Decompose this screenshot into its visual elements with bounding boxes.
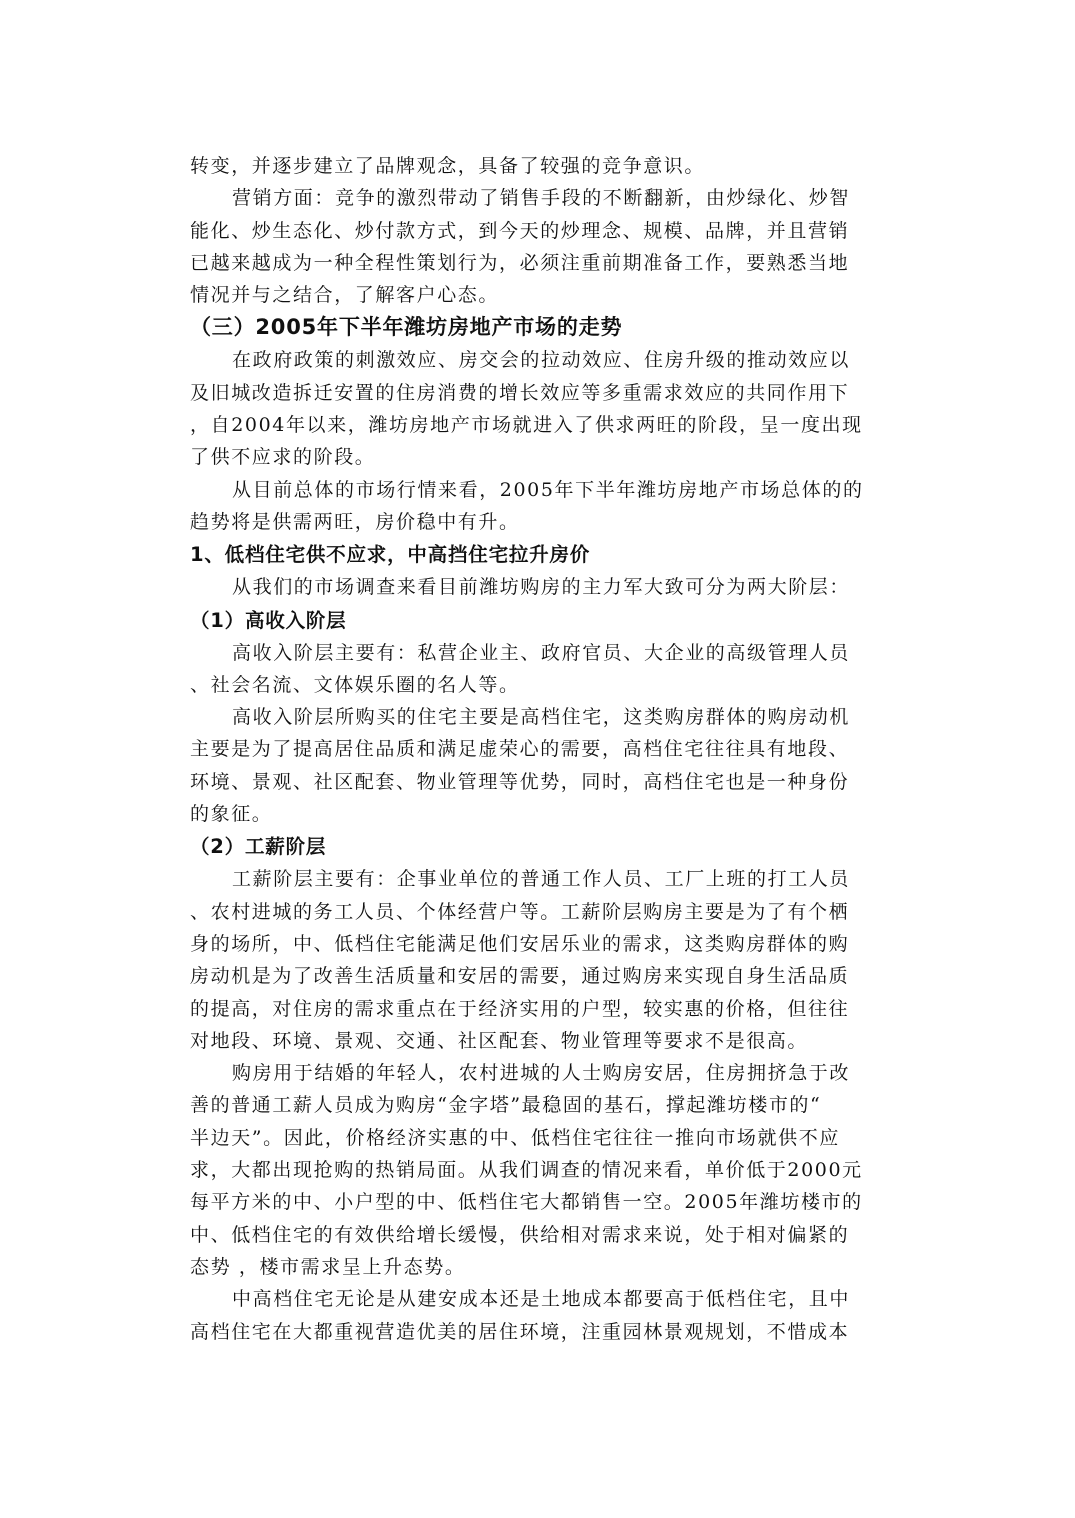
text-line: 中高档住宅无论是从建安成本还是土地成本都要高于低档住宅，且中 xyxy=(232,1288,851,1311)
text-line: 及旧城改造拆迁安置的住房消费的增长效应等多重需求效应的共同作用下 xyxy=(190,381,850,404)
text-line: 的提高，对住房的需求重点在于经济实用的户型，较实惠的价格，但往往 xyxy=(190,997,850,1020)
text-line: 在政府政策的刺激效应、房交会的拉动效应、住房升级的推动效应以 xyxy=(232,349,851,372)
subsection-heading: 1、低档住宅供不应求，中高挡住宅拉升房价 xyxy=(190,543,591,567)
text-line: 半边天”。因此，价格经济实惠的中、低档住宅往往一推向市场就供不应 xyxy=(190,1126,840,1149)
text-line: 房动机是为了改善生活质量和安居的需要，通过购房来实现自身生活品质 xyxy=(190,965,850,988)
text-line: 能化、炒生态化、炒付款方式，到今天的炒理念、规模、品牌，并且营销 xyxy=(190,219,850,242)
text-line: 身的场所，中、低档住宅能满足他们安居乐业的需求，这类购房群体的购 xyxy=(190,932,850,955)
text-line: 求，大都出现抢购的热销局面。从我们调查的情况来看，单价低于2000元 xyxy=(190,1159,863,1182)
text-line: 趋势将是供需两旺，房价稳中有升。 xyxy=(190,510,520,533)
text-line: 对地段、环境、景观、交通、社区配套、物业管理等要求不是很高。 xyxy=(190,1029,809,1052)
text-line: 主要是为了提高居住品质和满足虚荣心的需要，高档住宅往往具有地段、 xyxy=(190,738,850,761)
text-line: 善的普通工薪人员成为购房“金字塔”最稳固的基石，撑起潍坊楼市的“ xyxy=(190,1094,822,1117)
text-line: 转变，并逐步建立了品牌观念，具备了较强的竞争意识。 xyxy=(190,155,706,177)
text-line: 购房用于结婚的年轻人，农村进城的人士购房安居，住房拥挤急于改 xyxy=(232,1062,851,1085)
text-line: ，自2004年以来，潍坊房地产市场就进入了供求两旺的阶段，呈一度出现 xyxy=(190,414,863,437)
text-line: 环境、景观、社区配套、物业管理等优势，同时，高档住宅也是一种身份 xyxy=(190,770,850,793)
text-line: 工薪阶层主要有：企事业单位的普通工作人员、工厂上班的打工人员 xyxy=(232,868,851,891)
text-line: 态势 ，楼市需求呈上升态势。 xyxy=(190,1255,466,1278)
subsection-heading: （1）高收入阶层 xyxy=(190,608,347,632)
text-line: 从我们的市场调查来看目前潍坊购房的主力军大致可分为两大阶层： xyxy=(232,576,851,599)
text-line: 了供不应求的阶段。 xyxy=(190,446,376,469)
text-line: 从目前总体的市场行情来看，2005年下半年潍坊房地产市场总体的的 xyxy=(232,478,864,501)
text-line: 中、低档住宅的有效供给增长缓慢，供给相对需求来说，处于相对偏紧的 xyxy=(190,1223,850,1246)
text-line: 营销方面：竞争的激烈带动了销售手段的不断翻新，由炒绿化、炒智 xyxy=(232,187,851,210)
text-line: 、社会名流、文体娱乐圈的名人等。 xyxy=(190,673,520,696)
text-line: 高档住宅在大都重视营造优美的居住环境，注重园林景观规划，不惜成本 xyxy=(190,1320,850,1343)
subsection-heading: （2）工薪阶层 xyxy=(190,835,327,859)
text-line: 情况并与之结合，了解客户心态。 xyxy=(190,284,500,307)
section-heading: （三）2005年下半年潍坊房地产市场的走势 xyxy=(190,315,623,340)
text-line: 每平方米的中、小户型的中、低档住宅大都销售一空。2005年潍坊楼市的 xyxy=(190,1191,863,1214)
text-line: 、农村进城的务工人员、个体经营户等。工薪阶层购房主要是为了有个栖 xyxy=(190,900,850,923)
text-line: 高收入阶层主要有：私营企业主、政府官员、大企业的高级管理人员 xyxy=(232,641,851,664)
text-line: 高收入阶层所购买的住宅主要是高档住宅，这类购房群体的购房动机 xyxy=(232,706,851,729)
document-page xyxy=(190,150,886,1348)
text-line: 已越来越成为一种全程性策划行为，必须注重前期准备工作，要熟悉当地 xyxy=(190,251,850,274)
text-line: 的象征。 xyxy=(190,803,273,826)
